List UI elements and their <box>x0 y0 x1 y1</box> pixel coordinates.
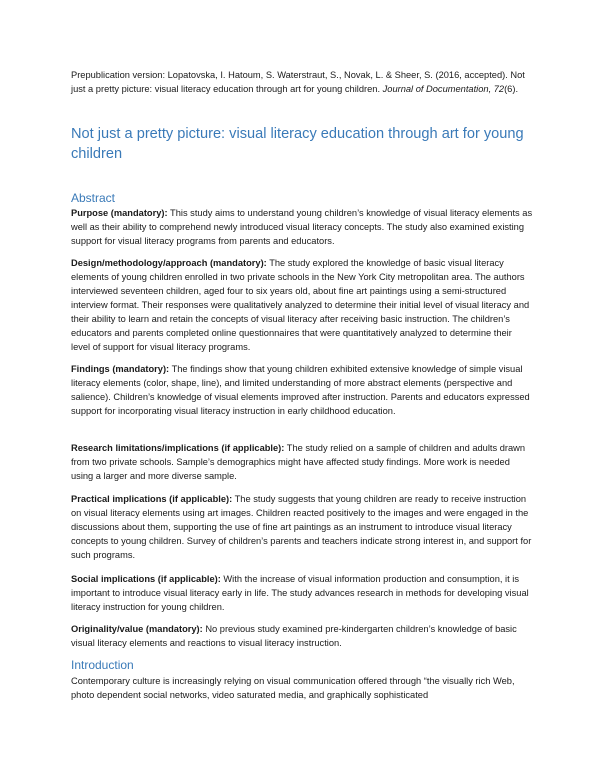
abstract-heading: Abstract <box>71 191 116 205</box>
abstract-social <box>71 572 533 614</box>
section-text: The study suggests that young children are ready to receive instruction on visual literacy elements using art images. Children reacted positively to the images and were engaged in the discussions about them, supporting the use of fine art paintings as an instrument to introduce visual literacy concepts to young children. Survey of children’s parents and teachers indicate strong interest in, and support for such programs. <box>71 494 532 560</box>
introduction-heading: Introduction <box>71 658 134 672</box>
abstract-practical <box>71 492 533 562</box>
prepublication-notice <box>71 68 531 96</box>
journal-issue: (6). <box>504 84 519 94</box>
abstract-originality <box>71 622 533 650</box>
section-label: Originality/value (mandatory): <box>71 624 203 634</box>
section-text: No previous study examined pre-kindergarten children’s knowledge of basic visual literacy elements and reactions to visual literacy instruction. <box>71 624 517 648</box>
section-label: Social implications (if applicable): <box>71 574 221 584</box>
section-text: The study explored the knowledge of basic visual literacy elements of young children enrolled in two private schools in the New York City metropolitan area. The authors interviewed seventeen children, aged four to six years old, about fine art paintings using a semi-structured interview format. Their responses were qualitatively analyzed to determine their initial level of visual literacy and their ability to learn and retain the concepts of visual literacy after receiving basic instruction. The children’s educators and parents completed online questionnaires that were quantitatively analyzed to determine their level of support for visual literacy programs. <box>71 258 530 352</box>
section-label: Practical implications (if applicable): <box>71 494 233 504</box>
section-text: The findings show that young children exhibited extensive knowledge of simple visual literacy elements (color, shape, line), and limited understanding of more abstract elements (perspective and salience). Children’s knowledge of visual elements improved after instruction. Parents and educators expressed support for incorporating visual literacy instruction in early childhood education. <box>71 364 530 416</box>
section-text: This study aims to understand young children’s knowledge of visual literacy elements as well as their ability to comprehend newly introduced visual literacy concepts. The study also examined existing support for visual literacy programs from parents and educators. <box>71 208 533 246</box>
abstract-design <box>71 256 533 354</box>
introduction-text: Contemporary culture is increasingly relying on visual communication offered through “the visually rich Web, photo dependent social networks, video saturated media, and graphically sophisticated <box>71 676 515 700</box>
citation-text: Prepublication version: Lopatovska, I. Hatoum, S. Waterstraut, S., Novak, L. & Sheer, S. (2016, accepted). Not just a pretty picture: visual literacy education through art for young children. <box>71 70 525 94</box>
section-label: Design/methodology/approach (mandatory): <box>71 258 267 268</box>
abstract-purpose <box>71 206 533 248</box>
paper-title: Not just a pretty picture: visual literacy education through art for young children <box>71 126 524 162</box>
abstract-limitations <box>71 441 533 483</box>
section-text: The study relied on a sample of children and adults drawn from two private schools. Sample’s demographics might have affected study findings. More work is needed using a larger and more diverse sample. <box>71 443 526 481</box>
section-text: With the increase of visual information production and consumption, it is important to introduce visual literacy early in life. The study advances research in methods for developing visual literacy instruction for young children. <box>71 574 529 612</box>
section-label: Purpose (mandatory): <box>71 208 168 218</box>
journal-name: Journal of Documentation, 72 <box>382 84 505 94</box>
abstract-findings <box>71 362 533 418</box>
section-label: Findings (mandatory): <box>71 364 170 374</box>
section-label: Research limitations/implications (if applicable): <box>71 443 285 453</box>
